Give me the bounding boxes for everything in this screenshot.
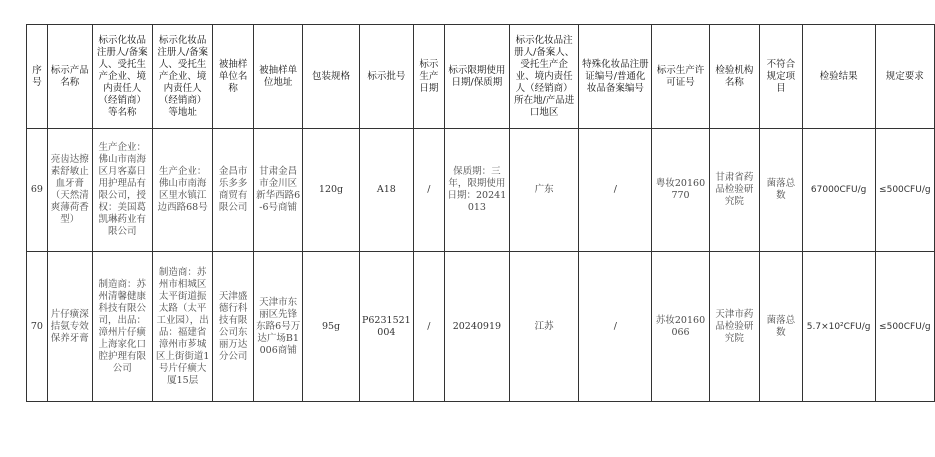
header-cell: 序号 (27, 25, 48, 129)
header-cell: 标示化妆品注册人/备案人、受托生产企业、境内责任人（经销商）等地址 (152, 25, 212, 129)
region: 江苏 (510, 252, 579, 402)
header-cell: 规定要求 (875, 25, 934, 129)
batch-number: P6231521004 (359, 252, 413, 402)
header-cell: 不符合规定项目 (760, 25, 803, 129)
requirement: ≤500CFU/g (875, 129, 934, 252)
header-cell: 标示化妆品注册人/备案人、受托生产企业、境内责任人（经销商）等名称 (92, 25, 152, 129)
sampled-address: 甘肃金昌市金川区新华西路6-6号商铺 (253, 129, 302, 252)
package-size: 120g (303, 129, 359, 252)
header-row (27, 25, 935, 129)
row-number: 70 (27, 252, 48, 402)
header-cell: 检验结果 (802, 25, 875, 129)
lab-name: 天津市药品检验研究院 (709, 252, 759, 402)
license-number: 粤妆20160770 (652, 129, 709, 252)
requirement: ≤500CFU/g (875, 252, 934, 402)
failed-item: 菌落总数 (760, 129, 803, 252)
production-date: / (414, 129, 445, 252)
inspection-table (26, 24, 935, 402)
lab-name: 甘肃省药品检验研究院 (709, 129, 759, 252)
sampled-unit: 金昌市乐多多商贸有限公司 (213, 129, 254, 252)
row-number: 69 (27, 129, 48, 252)
region: 广东 (510, 129, 579, 252)
header-cell: 包装规格 (303, 25, 359, 129)
registration-number: / (579, 252, 652, 402)
company-address: 制造商：苏州市相城区太平街道振太路（太平工业园），出品：福建省漳州市芗城区上街街道1号片仔癀大厦15层 (152, 252, 212, 402)
production-date: / (414, 252, 445, 402)
license-number: 苏妆20160066 (652, 252, 709, 402)
header-cell: 标示批号 (359, 25, 413, 129)
package-size: 95g (303, 252, 359, 402)
company-address: 生产企业：佛山市南海区里水镇江边西路68号 (152, 129, 212, 252)
header-cell: 标示产品名称 (47, 25, 92, 129)
batch-number: A18 (359, 129, 413, 252)
failed-item: 菌落总数 (760, 252, 803, 402)
header-cell: 标示生产日期 (414, 25, 445, 129)
product-name: 亮齿达擦素舒敏止血牙膏（天然清爽薄荷香型） (47, 129, 92, 252)
table-row (27, 129, 935, 252)
sampled-unit: 天津盛德行科技有限公司东丽万达分公司 (213, 252, 254, 402)
header-cell: 被抽样单位地址 (253, 25, 302, 129)
product-name: 片仔癀深拮氨专效保养牙膏 (47, 252, 92, 402)
header-cell: 标示化妆品注册人/备案人、受托生产企业、境内责任人（经销商）所在地/产品进口地区 (510, 25, 579, 129)
registration-number: / (579, 129, 652, 252)
expiry-date: 20240919 (444, 252, 509, 402)
table-row (27, 252, 935, 402)
company-name: 生产企业：佛山市南海区月客嘉日用护理品有限公司，授权：美国葛凯琳药业有限公司 (92, 129, 152, 252)
company-name: 制造商：苏州清馨健康科技有限公司，出品：漳州片仔癀上海家化口腔护理有限公司 (92, 252, 152, 402)
test-result: 5.7×10²CFU/g (802, 252, 875, 402)
header-cell: 标示生产许可证号 (652, 25, 709, 129)
header-cell: 检验机构名称 (709, 25, 759, 129)
header-cell: 被抽样单位名称 (213, 25, 254, 129)
sampled-address: 天津市东丽区先锋东路6号万达广场B1006商铺 (253, 252, 302, 402)
test-result: 67000CFU/g (802, 129, 875, 252)
header-cell: 特殊化妆品注册证编号/普通化妆品备案编号 (579, 25, 652, 129)
expiry-date: 保质期：三年，限期使用日期：20241013 (444, 129, 509, 252)
header-cell: 标示限期使用日期/保质期 (444, 25, 509, 129)
